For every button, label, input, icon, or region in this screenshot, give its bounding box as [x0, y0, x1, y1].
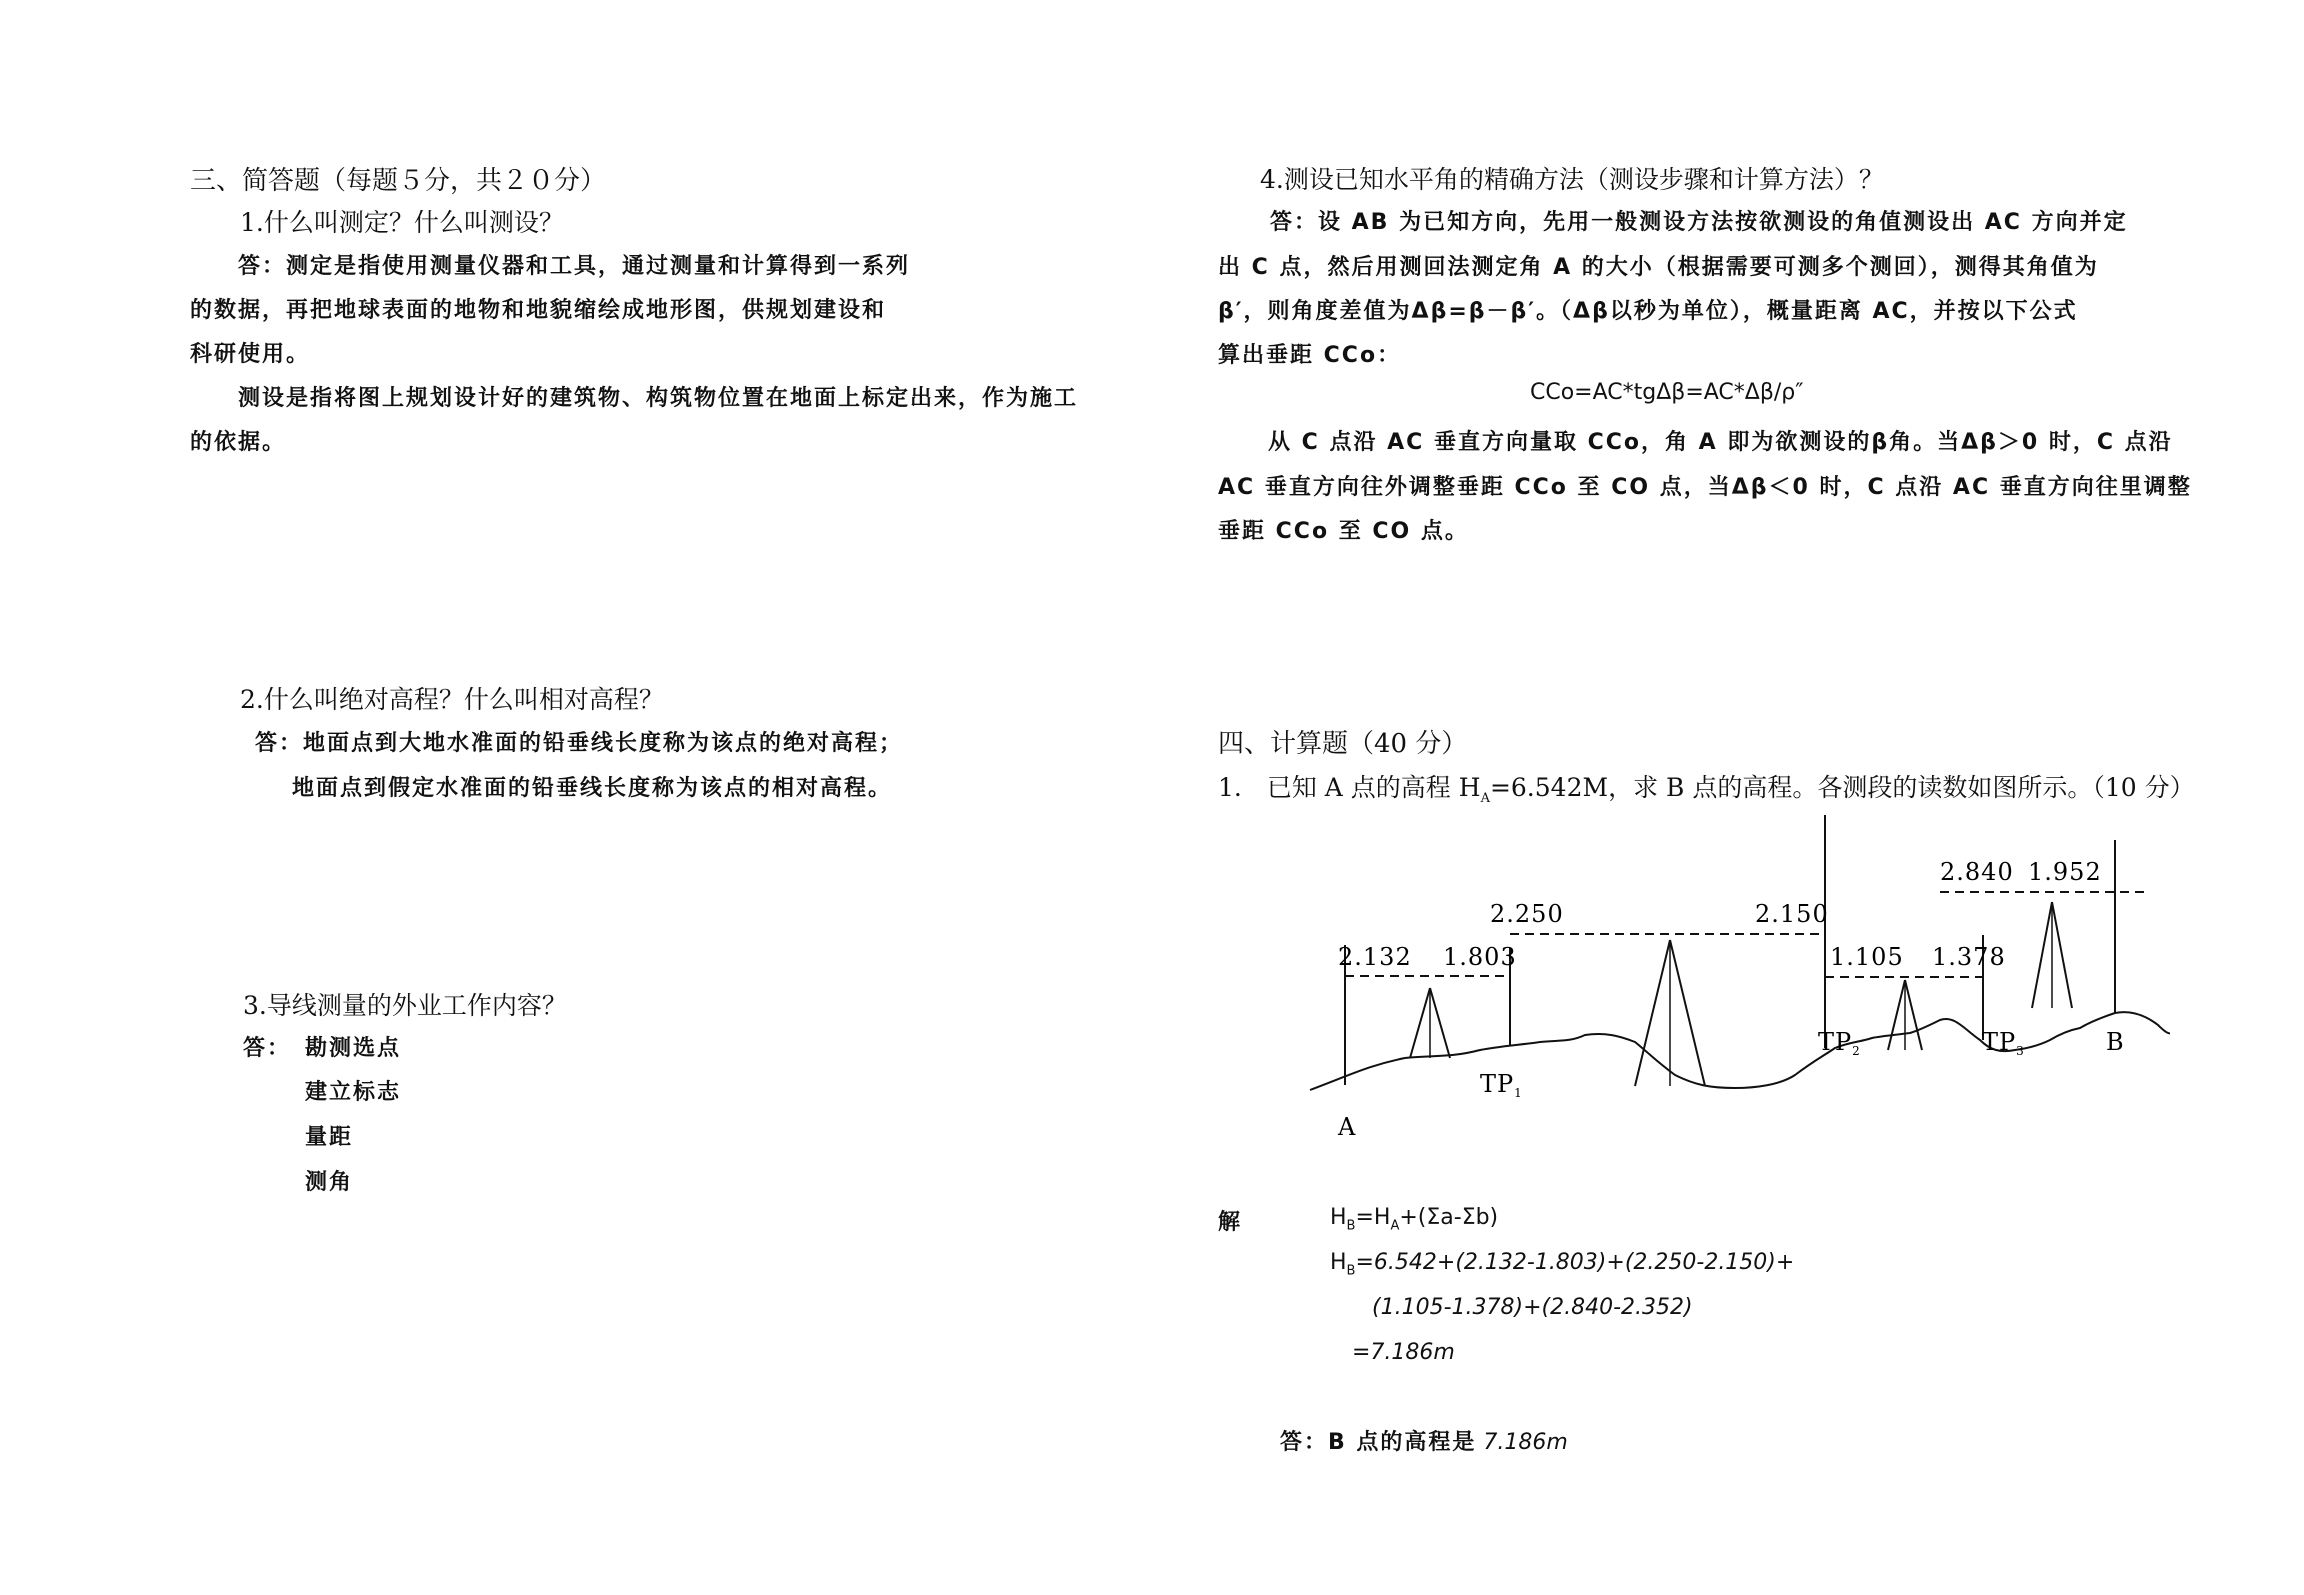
- level-instrument-4: [2032, 902, 2072, 1008]
- reading-1: 2.132: [1338, 943, 1412, 971]
- reading-8: 1.952: [2028, 858, 2102, 886]
- q4-answer-line-1: 答：设 AB 为已知方向，先用一般测设方法按欲测设的角值测设出 AC 方向并定: [1270, 210, 2128, 235]
- solution-line-2: $H_B=6.542+(2.132-1.803)+(2.250-2.150)+$: [1330, 1250, 1795, 1279]
- solution-label: 解: [1218, 1210, 1243, 1235]
- q3-answer-item-1: 勘测选点: [305, 1036, 402, 1061]
- q1-answer-line-2: 的数据，再把地球表面的地物和地貌缩绘成地形图，供规划建设和: [190, 298, 887, 323]
- q4-formula: CCo=AC*tgΔβ=AC*Δβ/ρ″: [1530, 380, 1804, 405]
- q1-answer-line-3: 科研使用。: [190, 342, 311, 367]
- q3-answer-item-4: 测角: [305, 1170, 354, 1195]
- reading-3: 2.250: [1490, 900, 1564, 928]
- point-label-tp3: $TP_3$: [1982, 1028, 2025, 1058]
- leveling-diagram: [1290, 810, 2170, 1170]
- solution-line-1: $H_B=H_A+(\Sigma a-\Sigma b)$: [1330, 1205, 1499, 1234]
- level-instrument-2: [1635, 940, 1705, 1086]
- final-answer: 答：B 点的高程是 7.186m: [1280, 1430, 1568, 1455]
- reading-5: 1.105: [1830, 943, 1904, 971]
- terrain-line: [1310, 1012, 2170, 1090]
- point-label-a: A: [1338, 1113, 1357, 1141]
- section-4-title: 四、计算题（40 分）: [1218, 729, 1468, 759]
- q2-answer-line-1: 答：地面点到大地水准面的铅垂线长度称为该点的绝对高程；: [255, 731, 904, 756]
- reading-4: 2.150: [1755, 900, 1829, 928]
- q4-answer-line-4: 算出垂距 CCo：: [1218, 343, 1402, 368]
- point-label-b: B: [2106, 1028, 2125, 1056]
- level-instrument-1: [1410, 988, 1450, 1058]
- q3-question: 3.导线测量的外业工作内容？: [243, 991, 567, 1020]
- reading-7: 2.840: [1940, 858, 2014, 886]
- q1-answer-line-5: 的依据。: [190, 430, 287, 455]
- q4-answer-line-5: 从 C 点沿 AC 垂直方向量取 CCo，角 A 即为欲测设的β角。当Δβ＞0 时，C 点沿: [1268, 430, 2173, 455]
- q2-answer-line-2: 地面点到假定水准面的铅垂线长度称为该点的相对高程。: [292, 776, 893, 801]
- point-label-tp2: $TP_2$: [1818, 1028, 1861, 1058]
- solution-line-3: (1.105-1.378)+(2.840-2.352): [1372, 1295, 1693, 1320]
- reading-6: 1.378: [1932, 943, 2006, 971]
- q4-question: 4.测设已知水平角的精确方法（测设步骤和计算方法）？: [1260, 165, 1884, 194]
- q1-question: 1.什么叫测定？什么叫测设？: [240, 208, 564, 237]
- q2-question: 2.什么叫绝对高程？什么叫相对高程？: [240, 685, 664, 714]
- q3-answer-item-2: 建立标志: [305, 1080, 402, 1105]
- q4-answer-line-2: 出 C 点，然后用测回法测定角 A 的大小（根据需要可测多个测回），测得其角值为: [1218, 255, 2099, 280]
- reading-2: 1.803: [1443, 943, 1517, 971]
- q4-answer-line-7: 垂距 CCo 至 CO 点。: [1218, 519, 1469, 544]
- q4-answer-line-3: β′，则角度差值为Δβ=β－β′。（Δβ以秒为单位），概量距离 AC，并按以下公式: [1218, 299, 2078, 324]
- q3-answer-label: 答：: [243, 1036, 292, 1061]
- q1-answer-line-1: 答：测定是指使用测量仪器和工具，通过测量和计算得到一系列: [238, 254, 911, 279]
- q1-answer-line-4: 测设是指将图上规划设计好的建筑物、构筑物位置在地面上标定出来，作为施工: [238, 386, 1079, 411]
- level-instrument-3: [1888, 980, 1922, 1050]
- q3-answer-item-3: 量距: [305, 1125, 354, 1150]
- point-label-tp1: $TP_1$: [1480, 1070, 1523, 1100]
- q4-answer-line-6: AC 垂直方向往外调整垂距 CCo 至 CO 点，当Δβ＜0 时，C 点沿 AC 垂直方向往里调整: [1218, 475, 2192, 500]
- section-3-title: 三、简答题（每题５分，共２０分）: [190, 166, 607, 196]
- p1-question: 1. 已知 A 点的高程 $H_A=6.542M$，求 B 点的高程。各测段的读数如图所示。（10 分）: [1218, 773, 2195, 806]
- solution-line-4: =7.186m: [1352, 1340, 1455, 1365]
